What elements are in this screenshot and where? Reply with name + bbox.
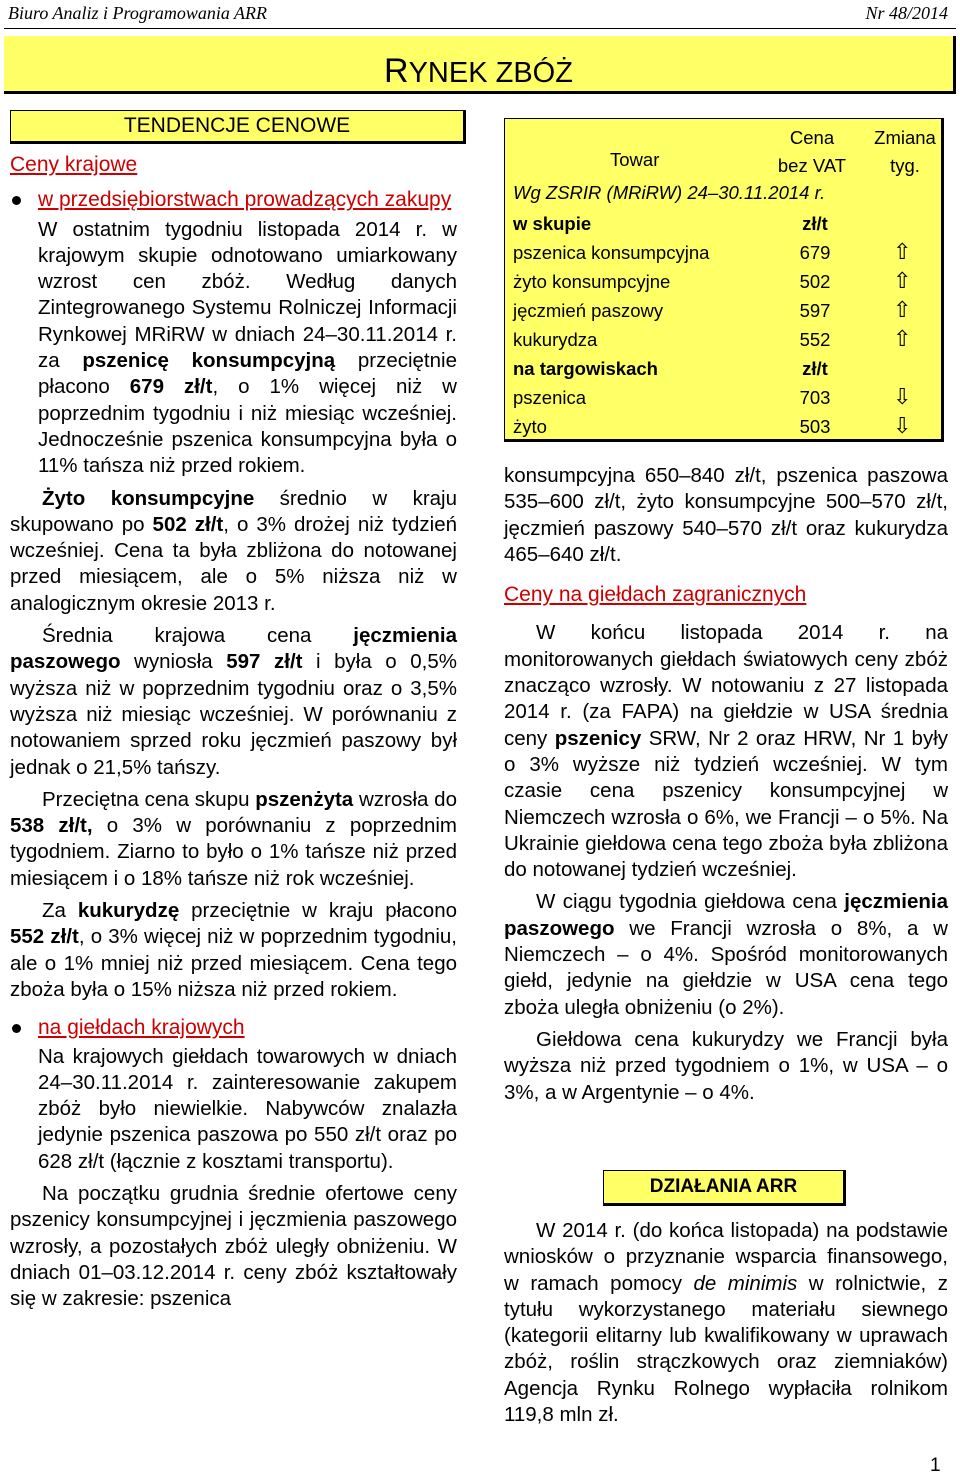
table-row: żyto 503 ⇩ <box>513 413 912 438</box>
table-header-zmiana: Zmiana <box>874 127 936 148</box>
header-rule <box>4 28 956 29</box>
section-title: RYNEK ZBÓŻ <box>384 52 573 90</box>
table-row: kukurydza 552 ⇧ <box>513 326 912 351</box>
paragraph-jeczmien: Średnia krajowa cena jęczmienia paszowego wyniosła 597 zł/t i była o 0,5% wyższa niż w poprzednim tygodniu oraz o 3,5% wyższa niż miesiąc wcześniej. W porównaniu z notowaniem sprzed roku jęczmień paszowy był jednak o 21,5% tańszy. <box>10 624 457 779</box>
header-issue-number: Nr 48/2014 <box>865 3 948 23</box>
paragraph-kukurydza: Za kukurydzę przeciętnie w kraju płacono 552 zł/t, o 3% więcej niż w poprzednim tygodniu, ale o 1% mniej niż przed miesiącem. Cena tego zboża była o 15% niższa niż przed rokiem. <box>10 899 458 1001</box>
paragraph-dzialania: W 2014 r. (do końca listopada) na podstawie wniosków o przyznanie wsparcia finansowego, w ramach pomocy de minimis w rolnictwie, z tytułu wykorzystanego materiału siewnego (kategorii elitarny lub kwalifikowany w uprawach zbóż, roślin strączkowych oraz ziemniaków) Agencja Rynku Rolnego wypłaciła rolnikom 119,8 mln zł. <box>504 1219 949 1427</box>
arrow-up-icon: ⇧ <box>893 268 912 293</box>
table-row: jęczmień paszowy 597 ⇧ <box>513 297 912 322</box>
table-row: pszenica konsumpcyjna 679 ⇧ <box>513 239 912 264</box>
paragraph-gieldy-swiatowe: W końcu listopada 2014 r. na monitorowanych giełdach światowych ceny zbóż znacząco wzrosły. W notowaniu z 27 listopada 2014 r. (za FAPA) na giełdzie w USA średnia ceny pszenicy SRW, Nr 2 oraz HRW, Nr 1 były o 3% wyższe niż tydzień wcześniej. W tym czasie cena pszenicy konsumpcyjnej w Niemczech wzrosła o 6%, we Francji ‒ o 5%. Na Ukrainie giełdowa cena tego zboża była zbliżona do notowanej tydzień wcześniej. <box>504 621 949 882</box>
table-section-skup: w skupie zł/t <box>513 213 828 234</box>
table-header-bez-vat: bez VAT <box>777 155 847 176</box>
paragraph-pszenica: W ostatnim tygodniu listopada 2014 r. w krajowym skupie odnotowano umiarkowany wzrost cen zbóż. Według danych Zintegrowanego Systemu Rolniczej Informacji Rynkowej MRiRW w dniach 24‒30.11.2014 r. za pszenicę konsumpcyjną przeciętnie płacono 679 zł/t, o 1% więcej niż w poprzednim tygodniu i niż miesiąc wcześniej. Jednocześnie pszenica konsumpcyjna była o 11% tańsza niż przed rokiem. <box>38 217 457 478</box>
subheading-przedsiebiorstwa: w przedsiębiorstwach prowadzących zakupy <box>38 188 452 212</box>
subheading-gieldy-krajowe: na giełdach krajowych <box>38 1016 245 1040</box>
dzialania-heading: DZIAŁANIA ARR <box>603 1170 846 1206</box>
page-header <box>0 0 960 30</box>
paragraph-pszenzyto: Przeciętna cena skupu pszenżyta wzrosła do 538 zł/t, o 3% w porównaniu z poprzednim tygodniem. Ziarno to było o 1% tańsze niż przed miesiącem i o 18% tańsze niż rok wcześniej. <box>10 787 457 890</box>
page-number: 1 <box>930 1455 941 1476</box>
section-banner <box>4 36 956 94</box>
arrow-up-icon: ⇧ <box>893 326 912 351</box>
table-row: żyto konsumpcyjne 502 ⇧ <box>513 268 912 293</box>
table-source: Wg ZSRIR (MRiRW) 24‒30.11.2014 r. <box>513 182 826 203</box>
left-column <box>10 150 457 1312</box>
paragraph-poczatek-grudnia: Na początku grudnia średnie ofertowe ceny pszenicy konsumpcyjnej i jęczmienia paszowego wzrosły, a pozostałych zbóż uległy obniżeniu. W dniach 01‒03.12.2014 r. ceny zbóż kształtowały się w zakresie: pszenica <box>10 1181 457 1311</box>
paragraph-ceny-zakres: konsumpcyjna 650‒840 zł/t, pszenica paszowa 535‒600 zł/t, żyto konsumpcyjne 500‒570 zł/t, jęczmień paszowy 540‒570 zł/t oraz kukurydza 465‒640 zł/t. <box>504 464 948 566</box>
table-section-targowiska: na targowiskach zł/t <box>513 358 828 379</box>
right-column <box>504 463 948 1106</box>
arrow-up-icon: ⇧ <box>893 297 912 322</box>
paragraph-zyto: Żyto konsumpcyjne średnio w kraju skupowano po 502 zł/t, o 3% drożej niż tydzień wcześniej. Cena ta była zbliżona do notowanej przed miesiącem, ale o 5% niższa niż w analogicznym okresie 2013 r. <box>10 486 458 615</box>
tendencje-heading: TENDENCJE CENOWE <box>10 110 466 144</box>
table-header-tyg: tyg. <box>890 155 920 176</box>
price-table <box>504 118 944 442</box>
table-header-cena: Cena <box>789 127 835 148</box>
paragraph-jeczmien-zagr: W ciągu tygodnia giełdowa cena jęczmienia paszowego we Francji wzrosła o 8%, a w Niemczech ‒ o 4%. Spośród monitorowanych giełd, jedynie na giełdzie w USA cena tego zboża uległa obniżeniu (o 2%). <box>504 890 948 1019</box>
ceny-zagraniczne-heading: Ceny na giełdach zagranicznych <box>504 583 807 607</box>
table-header-towar: Towar <box>610 149 660 170</box>
paragraph-gieldy-krajowe: Na krajowych giełdach towarowych w dniach 24‒30.11.2014 r. zainteresowanie zakupem zbóż było niewielkie. Nabywców znalazła jedynie pszenica paszowa po 550 zł/t oraz po 628 zł/t (łącznie z kosztami transportu). <box>38 1044 457 1173</box>
ceny-krajowe-heading: Ceny krajowe <box>10 153 138 176</box>
arrow-down-icon: ⇩ <box>893 384 912 409</box>
right-column-bottom <box>504 1218 948 1428</box>
table-row: pszenica 703 ⇩ <box>513 384 912 409</box>
bullet-icon <box>12 1024 21 1033</box>
arrow-down-icon: ⇩ <box>893 413 912 438</box>
bullet-icon <box>12 196 21 205</box>
paragraph-kukurydza-zagr: Giełdowa cena kukurydzy we Francji była wyższa niż przed tygodniem o 1%, w USA ‒ o 3%, a w Argentynie ‒ o 4%. <box>504 1027 948 1104</box>
header-publisher: Biuro Analiz i Programowania ARR <box>8 3 268 23</box>
arrow-up-icon: ⇧ <box>893 239 912 264</box>
